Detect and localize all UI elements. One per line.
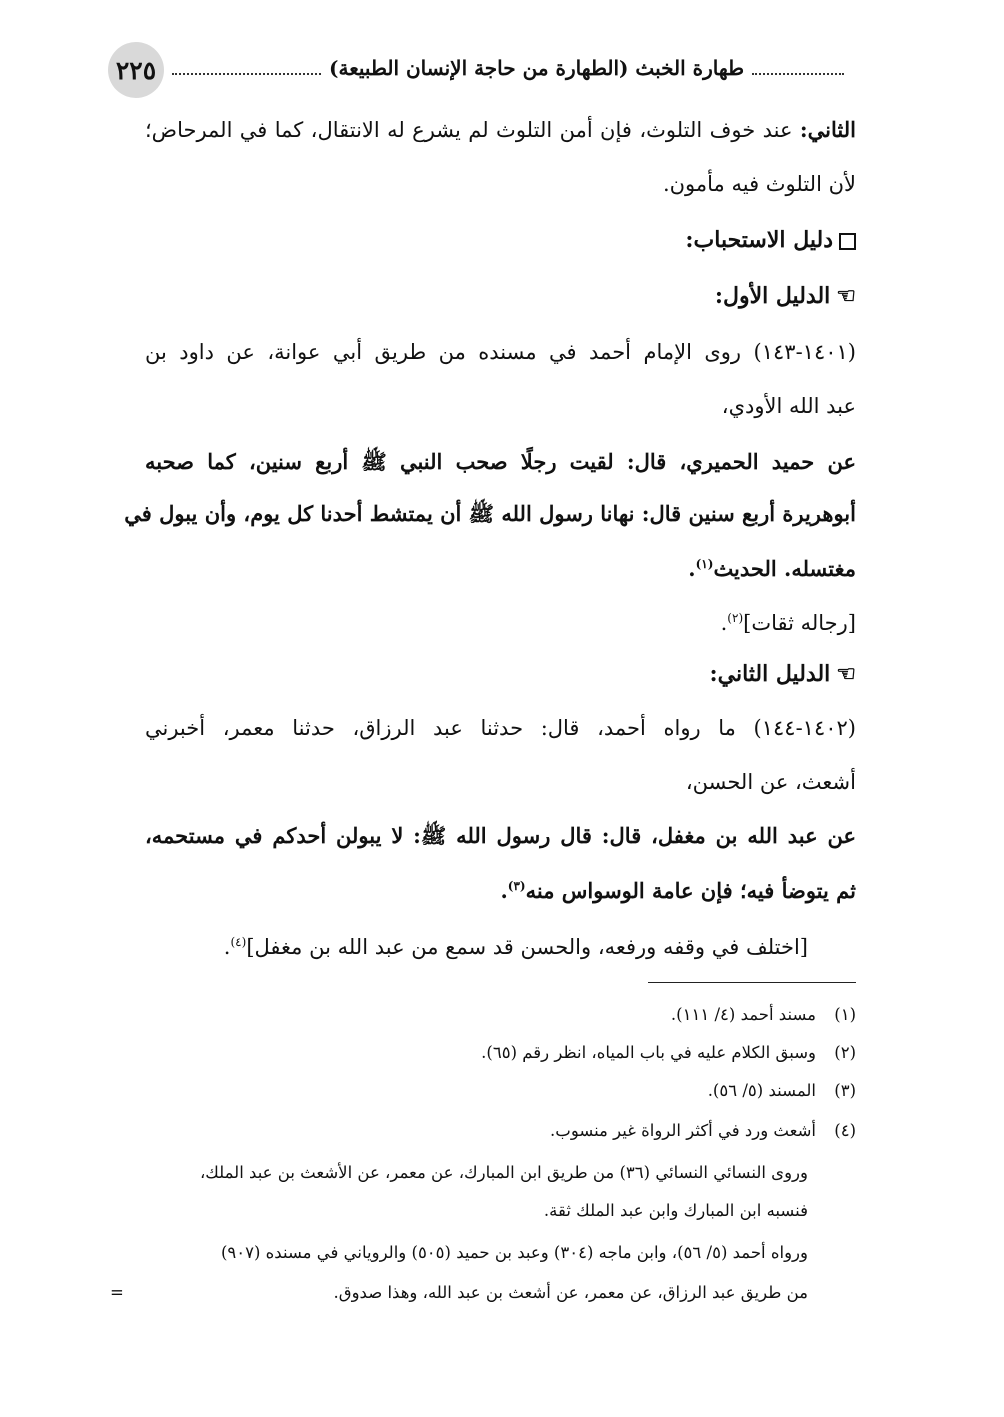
continuation-mark: = <box>110 1283 124 1302</box>
hadith-matn: ثم يتوضأ فيه؛ فإن عامة الوسواس منه$^{(٣)}$. <box>500 878 856 903</box>
footnote-continuation: ورواه أحمد (٥/ ٥٦)، وابن ماجه (٣٠٤) وعبد بن حميد (٥٠٥) والروياني في مسنده (٩٠٧) <box>220 1243 808 1262</box>
hadith-isnad: (١٤٠٢-١٤٤) ما رواه أحمد، قال: حدثنا عبد الرزاق، حدثنا معمر، أخبرني <box>145 716 856 740</box>
subsection-heading: ☜الدليل الثاني: <box>145 654 856 694</box>
footnote-ref[interactable]: (٢) <box>727 611 744 625</box>
hadith-matn: عن حميد الحميري، قال: لقيت رجلًا صحب النبي ﷺ أربع سنين، كما صحبه <box>145 449 856 474</box>
hadith-isnad: (١٤٠١-١٤٣) روى الإمام أحمد في مسنده من طريق أبي عوانة، عن داود بن <box>145 340 856 364</box>
hadith-grade: [اختلف في وقفه ورفعه، والحسن قد سمع من عبد الله بن مغفل]$^{(٤)}$. <box>223 935 808 959</box>
subsection-heading: ☜الدليل الأول: <box>145 276 856 316</box>
footnote: (١)مسند أحمد (٤/ ١١١). <box>670 1005 856 1024</box>
square-bullet-icon <box>839 233 856 250</box>
hadith-matn: عن عبد الله بن مغفل، قال: قال رسول الله ﷺ: لا يبولن أحدكم في مستحمه، <box>145 823 856 848</box>
pointing-hand-icon: ☜ <box>836 283 856 309</box>
body-line: لأن التلوث فيه مأمون. <box>662 172 856 196</box>
pointing-hand-icon: ☜ <box>836 661 856 687</box>
hadith-grade: [رجاله ثقات]$^{(٢)}$. <box>720 611 856 635</box>
footnote-continuation: وروى النسائي النسائي (٣٦) من طريق ابن المبارك، عن معمر، عن الأشعث بن عبد الملك، <box>199 1163 808 1182</box>
hadith-matn: مغتسله. الحديث$^{(١)}$. <box>688 556 856 581</box>
footnote-ref[interactable]: (١) <box>695 557 714 571</box>
page-number-badge <box>108 42 164 98</box>
footnote: (٤)أشعث ورد في أكثر الرواة غير منسوب. <box>550 1121 856 1140</box>
page-number: ٢٢٥ <box>115 55 157 85</box>
footnote-ref[interactable]: (٤) <box>230 935 247 949</box>
footnote-ref[interactable]: (٣) <box>507 879 526 893</box>
footnote-separator <box>648 982 856 983</box>
footnote-continuation: من طريق عبد الرزاق، عن معمر، عن أشعث بن عبد الله، وهذا صدوق. = <box>140 1278 808 1308</box>
footnote: (٣)المسند (٥/ ٥٦). <box>707 1081 856 1100</box>
dotted-leader <box>752 73 844 75</box>
hadith-isnad: أشعث، عن الحسن، <box>685 770 856 794</box>
footnote-continuation: فنسبه ابن المبارك وابن عبد الملك ثقة. <box>543 1201 808 1220</box>
running-title: طهارة الخبث (الطهارة من حاجة الإنسان الطبيعة) <box>329 56 744 80</box>
hadith-isnad: عبد الله الأودي، <box>721 394 856 418</box>
dotted-leader <box>172 73 321 75</box>
section-heading: دليل الاستحباب: <box>145 220 856 260</box>
body-line: الثاني: عند خوف التلوث، فإن أمن التلوث لم يشرع له الانتقال، كما في المرحاض؛ <box>145 117 856 142</box>
hadith-matn: أبوهريرة أربع سنين قال: نهانا رسول الله ﷺ أن يمتشط أحدنا كل يوم، وأن يبول في <box>124 501 856 526</box>
running-head <box>172 48 844 88</box>
footnote: (٢)وسبق الكلام عليه في باب المياه، انظر رقم (٦٥). <box>481 1043 856 1062</box>
